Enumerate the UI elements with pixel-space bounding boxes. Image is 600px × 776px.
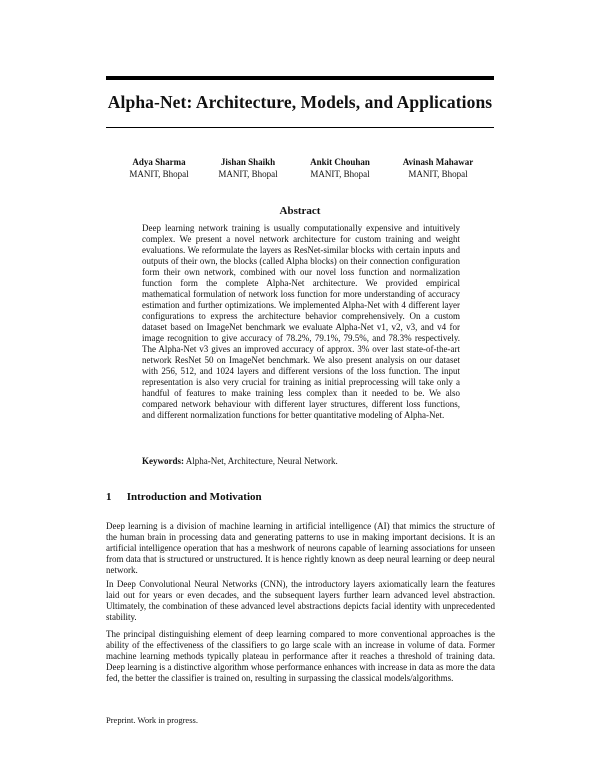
abstract-body: Deep learning network training is usually computationally expensive and intuitively complex. We present a novel network architecture for custom training and weight evaluations. We reformulate the layers as ResNet-similar blocks with certain inputs and outputs of their own, the blocks (called Alpha blocks) on their connection configuration form their own network, combined with our novel loss function and normalization function form the complete Alpha-Net architecture. We provided empirical mathematical formulation of network loss function for more understanding of accuracy estimation and further optimizations. We implemented Alpha-Net with 4 different layer configurations to express the architecture behavior comprehensively. On a custom dataset based on ImageNet benchmark we evaluate Alpha-Net v1, v2, v3, and v4 for image recognition to give accuracy of 78.2%, 79.1%, 79.5%, and 78.3% respectively. The Alpha-Net v3 gives an improved accuracy of approx. 3% over last state-of-the-art network ResNet 50 on ImageNet benchmark. We also present analysis on our dataset with 256, 512, and 1024 layers and different versions of the loss function. The input representation is also very crucial for training as initial preprocessing will take only a handful of features to make training less complex than it needed to be. We also compared network behaviour with different layer structures, different loss functions, and different normalization functions for better quantitative modeling of Alpha-Net.: [142, 223, 460, 420]
keywords-list: Alpha-Net, Architecture, Neural Network.: [185, 456, 338, 466]
author-block: [390, 156, 486, 180]
author-affiliation: MANIT, Bhopal: [218, 169, 278, 179]
section-number: 1: [106, 491, 112, 503]
author-block: [118, 156, 200, 180]
paragraph: In Deep Convolutional Neural Networks (CNN), the introductory layers axiomatically learn the features laid out for years or even decades, and the subsequent layers further learn advanced level abstraction. Ultimately, the combination of these advanced level abstractions depicts facial identity with unprecedented stability.: [106, 579, 495, 622]
author-affiliation: MANIT, Bhopal: [408, 169, 468, 179]
keywords-line: [142, 456, 338, 466]
author-block: [207, 156, 289, 180]
section-heading: [106, 491, 262, 503]
author-affiliation: MANIT, Bhopal: [310, 169, 370, 179]
author-name: Jishan Shaikh: [220, 157, 276, 167]
author-block: [297, 156, 383, 180]
abstract-heading: Abstract: [279, 205, 321, 217]
author-name: Ankit Chouhan: [310, 157, 370, 167]
paragraph: Deep learning is a division of machine learning in artificial intelligence (AI) that mimics the structure of the human brain in processing data and generating patterns to use in making important decisions. It is an artificial intelligence operation that has a meshwork of neurons capable of learning associations for unseen from data that is structured or unstructured. It is hence rightly known as deep neural learning or deep neural network.: [106, 521, 495, 575]
author-affiliation: MANIT, Bhopal: [129, 169, 189, 179]
title-top-rule: [106, 76, 494, 80]
author-name: Adya Sharma: [132, 157, 186, 167]
paragraph: The principal distinguishing element of deep learning compared to more conventional approaches is the ability of the effectiveness of the classifiers to go large scale with an increase in volume of data. Former machine learning methods typically plateau in performance after it reaches a threshold of training data. Deep learning is a distinctive algorithm whose performance enhances with increase in data as more the data fed, the better the classifier is trained on, resulting in surpassing the classical models/algorithms.: [106, 629, 495, 683]
title-bottom-rule: [106, 127, 494, 128]
paper-title: Alpha-Net: Architecture, Models, and Applications: [107, 92, 493, 112]
author-name: Avinash Mahawar: [402, 157, 474, 167]
section-title: Introduction and Motivation: [126, 491, 262, 503]
keywords-label: Keywords:: [142, 456, 184, 466]
preprint-footer: Preprint. Work in progress.: [106, 715, 198, 725]
